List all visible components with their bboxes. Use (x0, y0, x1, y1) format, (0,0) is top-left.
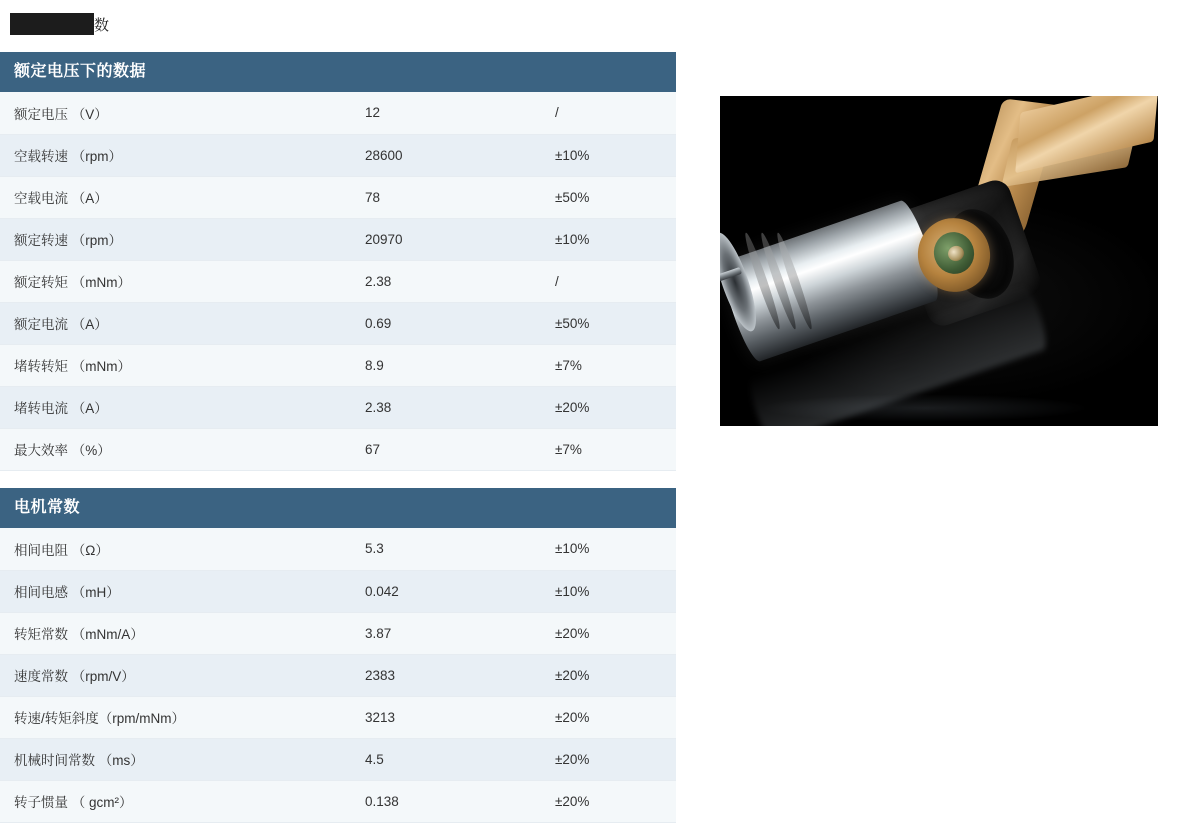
page-title-tail: 数 (94, 16, 110, 34)
row-value: 28600 (260, 134, 535, 176)
table-row (0, 738, 676, 780)
row-tolerance: ±7% (535, 428, 676, 470)
row-label: 速度常数 （rpm/V） (0, 654, 260, 696)
table-row (0, 612, 676, 654)
row-tolerance: / (535, 92, 676, 134)
table-row (0, 92, 676, 134)
row-tolerance: ±10% (535, 528, 676, 570)
row-tolerance: ±20% (535, 386, 676, 428)
redaction-bar (10, 13, 94, 35)
row-tolerance: ±20% (535, 696, 676, 738)
row-tolerance: ±7% (535, 344, 676, 386)
floor-glow (760, 394, 1090, 422)
row-label: 空载转速 （rpm） (0, 134, 260, 176)
row-tolerance: ±50% (535, 302, 676, 344)
row-label: 相间电感 （mH） (0, 570, 260, 612)
row-value: 0.042 (260, 570, 535, 612)
spec-table-motor-constants (0, 488, 676, 823)
row-label: 堵转电流 （A） (0, 386, 260, 428)
row-value: 2383 (260, 654, 535, 696)
table-row (0, 428, 676, 470)
row-label: 堵转转矩 （mNm） (0, 344, 260, 386)
row-tolerance: ±20% (535, 654, 676, 696)
row-value: 0.69 (260, 302, 535, 344)
table-row (0, 260, 676, 302)
row-value: 3213 (260, 696, 535, 738)
table-row (0, 344, 676, 386)
table-row (0, 528, 676, 570)
row-label: 空载电流 （A） (0, 176, 260, 218)
row-tolerance: ±50% (535, 176, 676, 218)
row-label: 额定转矩 （mNm） (0, 260, 260, 302)
spec-table-1 (0, 92, 676, 471)
row-value: 8.9 (260, 344, 535, 386)
row-value: 20970 (260, 218, 535, 260)
table-row (0, 780, 676, 822)
row-tolerance: ±10% (535, 570, 676, 612)
row-value: 67 (260, 428, 535, 470)
row-value: 5.3 (260, 528, 535, 570)
row-label: 机械时间常数 （ms） (0, 738, 260, 780)
row-tolerance: ±20% (535, 738, 676, 780)
row-value: 4.5 (260, 738, 535, 780)
row-value: 12 (260, 92, 535, 134)
row-label: 相间电阻 （Ω） (0, 528, 260, 570)
row-label: 转矩常数 （mNm/A） (0, 612, 260, 654)
table-row (0, 176, 676, 218)
section-header-2: 电机常数 (0, 488, 676, 528)
row-value: 2.38 (260, 260, 535, 302)
table-row (0, 654, 676, 696)
table-row (0, 386, 676, 428)
row-label: 最大效率 （%） (0, 428, 260, 470)
row-label: 额定电压 （V） (0, 92, 260, 134)
spec-table-rated-voltage (0, 52, 676, 471)
row-tolerance: ±10% (535, 134, 676, 176)
row-label: 转子惯量 （ gcm²） (0, 780, 260, 822)
row-tolerance: / (535, 260, 676, 302)
row-value: 78 (260, 176, 535, 218)
row-value: 0.138 (260, 780, 535, 822)
spec-table-2 (0, 528, 676, 823)
table-row (0, 134, 676, 176)
row-label: 额定电流 （A） (0, 302, 260, 344)
row-value: 3.87 (260, 612, 535, 654)
table-row (0, 696, 676, 738)
product-image (720, 96, 1158, 426)
row-label: 转速/转矩斜度（rpm/mNm） (0, 696, 260, 738)
row-tolerance: ±10% (535, 218, 676, 260)
row-value: 2.38 (260, 386, 535, 428)
section-header-1: 额定电压下的数据 (0, 52, 676, 92)
row-label: 额定转速 （rpm） (0, 218, 260, 260)
table-row (0, 302, 676, 344)
table-row (0, 218, 676, 260)
page-title (10, 10, 109, 38)
row-tolerance: ±20% (535, 612, 676, 654)
table-row (0, 570, 676, 612)
row-tolerance: ±20% (535, 780, 676, 822)
